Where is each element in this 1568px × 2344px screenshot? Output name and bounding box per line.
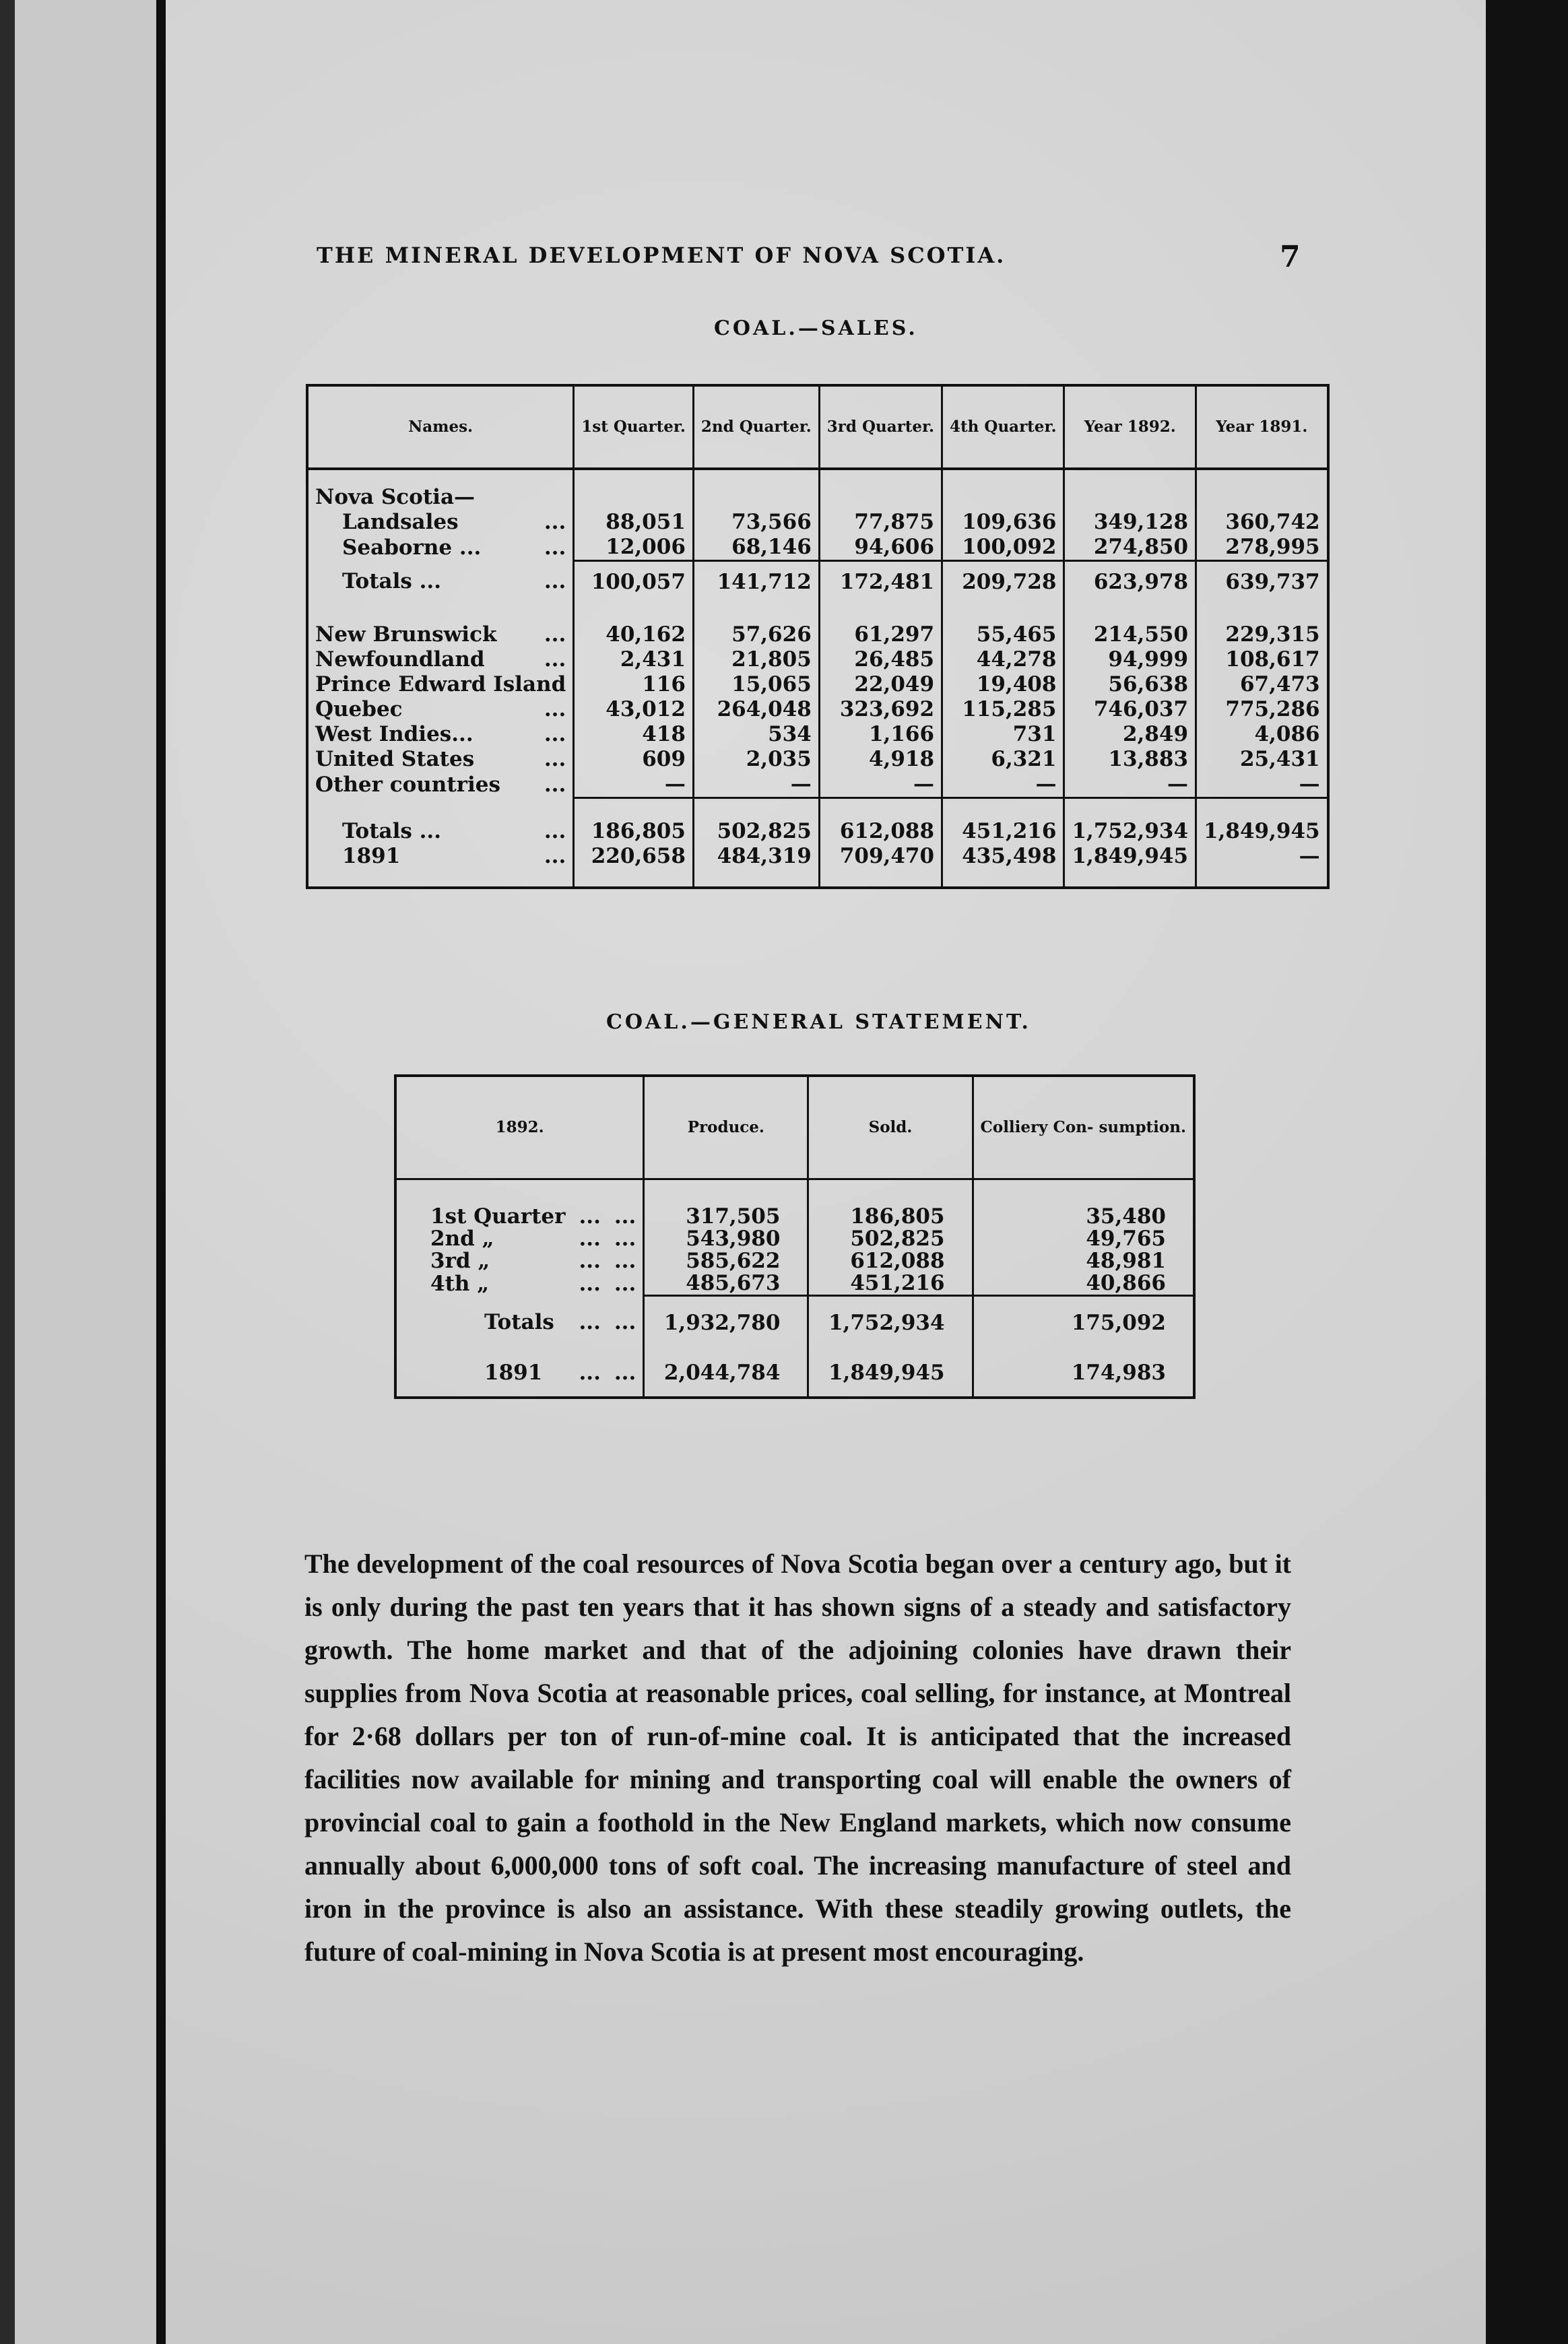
table-row: 1891 ... ... 2,044,784 1,849,945 174,983 — [395, 1349, 1194, 1398]
row-label: Newfoundland — [315, 647, 485, 672]
table-cell: 639,737 — [1196, 561, 1328, 603]
table-cell: 116 — [574, 672, 694, 697]
table-cell: 35,480 — [1086, 1204, 1166, 1229]
table-cell: 61,297 — [819, 622, 942, 647]
table-cell: 1,166 — [819, 722, 942, 747]
table-cell: 502,825 — [693, 819, 819, 844]
row-label: United States — [315, 747, 475, 771]
table-row: West Indies... ... 418 534 1,166 731 2,849 4,086 — [307, 722, 1328, 747]
row-label: 4th „ — [430, 1271, 490, 1296]
table-cell: 1,849,945 — [1196, 819, 1328, 844]
table-row: Totals ... ... 1,932,780 1,752,934 175,092 — [395, 1296, 1194, 1350]
column-header: Produce. — [644, 1076, 808, 1179]
table-cell: 2,044,784 — [644, 1349, 808, 1398]
table-row: Other countries ... — — — — — — — [307, 772, 1328, 798]
table-row — [307, 672, 1328, 697]
table-cell: 6,321 — [942, 747, 1064, 772]
table-cell: 175,092 — [973, 1296, 1194, 1350]
table-cell: 88,051 — [574, 510, 694, 535]
table-cell: 484,319 — [693, 844, 819, 869]
table-cell: 67,473 — [1196, 672, 1328, 697]
row-label: Seaborne ... — [342, 535, 482, 560]
table-cell: 26,485 — [819, 647, 942, 672]
table-cell: 73,566 — [693, 510, 819, 535]
table-cell: 229,315 — [1196, 622, 1328, 647]
table-cell: 317,505 — [644, 1206, 808, 1228]
table-cell: 214,550 — [1064, 622, 1196, 647]
row-label: Quebec — [315, 697, 403, 721]
table-row — [307, 485, 1328, 510]
gutter-rule — [156, 0, 166, 2344]
table-cell: — — [574, 772, 694, 798]
running-head: THE MINERAL DEVELOPMENT OF NOVA SCOTIA. — [317, 242, 1006, 268]
table-cell: 2,035 — [693, 747, 819, 772]
table-row: Newfoundland ... 2,431 21,805 26,485 44,278 94,999 108,617 — [307, 647, 1328, 672]
row-label: Prince Edward Island — [315, 672, 566, 696]
table-cell: 360,742 — [1196, 510, 1328, 535]
table-row: United States ... 609 2,035 4,918 6,321 13,883 25,431 — [307, 747, 1328, 772]
table-cell: 1,849,945 — [1064, 844, 1196, 869]
table-cell: 731 — [942, 722, 1064, 747]
table-cell: 209,728 — [942, 561, 1064, 603]
table-row: New Brunswick ... 40,162 57,626 61,297 55,465 214,550 229,315 — [307, 622, 1328, 647]
table-cell: 2,849 — [1064, 722, 1196, 747]
table-cell: 22,049 — [819, 672, 942, 697]
table-cell: 485,673 — [644, 1272, 808, 1296]
table-cell: 56,638 — [1064, 672, 1196, 697]
row-label: 2nd „ — [430, 1227, 494, 1251]
table-cell: 100,057 — [574, 561, 694, 603]
table-header-row — [307, 385, 1328, 469]
facing-page-margin — [15, 0, 156, 2344]
section-label: Nova Scotia— — [307, 485, 574, 510]
row-label: West Indies... — [315, 722, 473, 746]
table-cell: 21,805 — [693, 647, 819, 672]
row-label: 3rd „ — [430, 1249, 490, 1273]
table-cell: 623,978 — [1064, 561, 1196, 603]
table-cell: 55,465 — [942, 622, 1064, 647]
table-cell: 746,037 — [1064, 697, 1196, 722]
table-cell: 2,431 — [574, 647, 694, 672]
table-row: 4th „ ... ... 485,673 451,216 40,866 — [395, 1272, 1194, 1296]
table-cell: 220,658 — [574, 844, 694, 869]
table-row: Totals ... ... 100,057 141,712 172,481 209,728 623,978 639,737 — [307, 561, 1328, 603]
table-cell: 49,765 — [1086, 1227, 1166, 1251]
table-cell: — — [693, 772, 819, 798]
table-cell: 502,825 — [808, 1228, 973, 1250]
table-cell: 4,918 — [819, 747, 942, 772]
table-cell: 15,065 — [693, 672, 819, 697]
table-cell: 264,048 — [693, 697, 819, 722]
table-row: Seaborne ... ... 12,006 68,146 94,606 100,092 274,850 278,995 — [307, 535, 1328, 561]
table-cell: 1,752,934 — [1064, 819, 1196, 844]
table-cell: 775,286 — [1196, 697, 1328, 722]
table-row: 3rd „ ... ... 585,622 612,088 48,981 — [395, 1250, 1194, 1272]
table-cell: 40,866 — [1086, 1271, 1166, 1295]
table-cell: 40,162 — [574, 622, 694, 647]
row-label: 1891 — [484, 1360, 543, 1385]
column-header: Names. — [307, 385, 574, 469]
table-cell: 109,636 — [942, 510, 1064, 535]
column-header: Sold. — [808, 1076, 973, 1179]
table-row: 1891 ... 220,658 484,319 709,470 435,498 1,849,945 — — [307, 844, 1328, 869]
sales-table-title: COAL.—SALES. — [714, 317, 918, 340]
table-cell: 612,088 — [808, 1250, 973, 1272]
table-cell: 418 — [574, 722, 694, 747]
table-cell: 278,995 — [1196, 535, 1328, 561]
table-cell: 186,805 — [808, 1206, 973, 1228]
general-table-title: COAL.—GENERAL STATEMENT. — [606, 1010, 1031, 1034]
column-header: 2nd Quarter. — [693, 385, 819, 469]
table-row: 2nd „ ... ... 543,980 502,825 49,765 — [395, 1228, 1194, 1250]
table-cell: 323,692 — [819, 697, 942, 722]
table-cell: 451,216 — [808, 1272, 973, 1296]
table-row: Landsales ... 88,051 73,566 77,875 109,636 349,128 360,742 — [307, 510, 1328, 535]
table-cell: 585,622 — [644, 1250, 808, 1272]
scan-border-left — [0, 0, 15, 2344]
table-cell: 1,932,780 — [644, 1296, 808, 1350]
table-cell: 68,146 — [693, 535, 819, 561]
page-number: 7 — [1280, 240, 1301, 274]
row-label: 1891 — [342, 844, 401, 868]
table-cell: 1,752,934 — [808, 1296, 973, 1350]
table-cell: 349,128 — [1064, 510, 1196, 535]
table-cell: 4,086 — [1196, 722, 1328, 747]
table-cell: 100,092 — [942, 535, 1064, 561]
table-cell: 94,999 — [1064, 647, 1196, 672]
table-cell: 543,980 — [644, 1228, 808, 1250]
table-cell: 172,481 — [819, 561, 942, 603]
table-cell: — — [1196, 844, 1328, 869]
table-header-row — [395, 1076, 1194, 1179]
column-header: 3rd Quarter. — [819, 385, 942, 469]
table-cell: 43,012 — [574, 697, 694, 722]
table-cell: — — [819, 772, 942, 798]
row-label: Other countries — [315, 772, 500, 797]
table-cell: 77,875 — [819, 510, 942, 535]
table-cell: 609 — [574, 747, 694, 772]
table-cell: 174,983 — [1071, 1360, 1166, 1385]
row-label: Totals — [484, 1309, 554, 1334]
row-label: Totals ... — [342, 568, 441, 593]
column-header: Colliery Con- sumption. — [973, 1076, 1194, 1179]
column-header: 1892. — [395, 1076, 644, 1179]
table-cell: 435,498 — [942, 844, 1064, 869]
row-label: New Brunswick — [315, 622, 497, 647]
table-row: Totals ... ... 186,805 502,825 612,088 451,216 1,752,934 1,849,945 — [307, 819, 1328, 844]
table-cell: 13,883 — [1064, 747, 1196, 772]
row-label: Totals ... — [342, 819, 441, 843]
table-cell: 709,470 — [819, 844, 942, 869]
table-cell: 94,606 — [819, 535, 942, 561]
table-cell: 12,006 — [574, 535, 694, 561]
table-cell: 186,805 — [574, 819, 694, 844]
table-cell: 44,278 — [942, 647, 1064, 672]
column-header: 1st Quarter. — [574, 385, 694, 469]
table-cell: — — [1064, 772, 1196, 798]
table-cell: 612,088 — [819, 819, 942, 844]
table-cell: 534 — [693, 722, 819, 747]
table-cell: 25,431 — [1196, 747, 1328, 772]
scan-border-right — [1486, 0, 1568, 2344]
table-cell: 141,712 — [693, 561, 819, 603]
table-cell: 108,617 — [1196, 647, 1328, 672]
table-row: Quebec ... 43,012 264,048 323,692 115,285 746,037 775,286 — [307, 697, 1328, 722]
table-cell: — — [1196, 772, 1328, 798]
table-cell: 57,626 — [693, 622, 819, 647]
row-label: 1st Quarter — [430, 1204, 566, 1229]
row-label: Landsales — [342, 510, 459, 534]
coal-general-statement-table — [394, 1074, 1196, 1399]
column-header: 4th Quarter. — [942, 385, 1064, 469]
table-cell: 115,285 — [942, 697, 1064, 722]
table-cell: 1,849,945 — [808, 1349, 973, 1398]
coal-sales-table — [306, 384, 1330, 889]
table-row: 1st Quarter ... ... 317,505 186,805 35,480 — [395, 1206, 1194, 1228]
table-cell: 451,216 — [942, 819, 1064, 844]
column-header: Year 1892. — [1064, 385, 1196, 469]
table-cell: 274,850 — [1064, 535, 1196, 561]
table-cell: 48,981 — [1086, 1249, 1166, 1273]
table-cell: — — [942, 772, 1064, 798]
column-header: Year 1891. — [1196, 385, 1328, 469]
table-cell: 19,408 — [942, 672, 1064, 697]
body-paragraph: The development of the coal resources of Nova Scotia began over a century ago, but it is only during the past ten years that it has shown signs of a steady and satisfactory growth. The home market and that of the adjoining colonies have drawn their supplies from Nova Scotia at reasonable prices, coal selling, for instance, at Montreal for 2·68 dollars per ton of run-of-mine coal. It is anticipated that the increased facilities now available for mining and transporting coal will enable the owners of provincial coal to gain a foothold in the New England markets, which now consume annually about 6,000,000 tons of soft coal. The increasing manufacture of steel and iron in the province is also an assistance. With these steadily growing outlets, the future of coal-mining in Nova Scotia is at present most encouraging. — [304, 1549, 1291, 1967]
